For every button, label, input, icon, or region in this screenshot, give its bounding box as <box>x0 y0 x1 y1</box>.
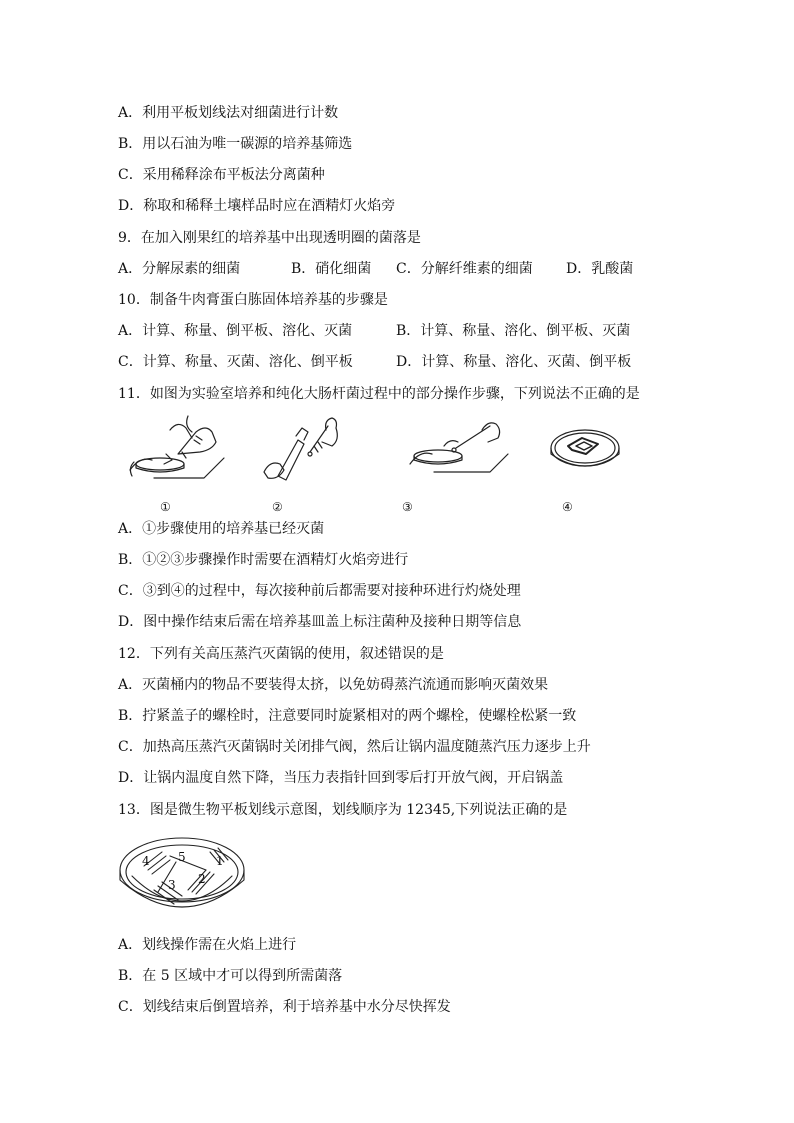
q9-option-c: C．分解纤维素的细菌 <box>396 261 533 277</box>
q11-figure-pouring-plate <box>126 410 226 488</box>
q12-option-b: B．拧紧盖子的螺栓时，注意要同时旋紧相对的两个螺栓，使螺栓松紧一致 <box>118 708 577 724</box>
q10-option-c: C．计算、称量、灭菌、溶化、倒平板 <box>118 354 353 370</box>
q12-option-a: A．灭菌桶内的物品不要装得太挤，以免妨碍蒸汽流通而影响灭菌效果 <box>118 677 549 693</box>
q13-figure-streak-plate <box>118 830 248 922</box>
q13-option-a: A．划线操作需在火焰上进行 <box>118 937 297 953</box>
q12-stem: 12．下列有关高压蒸汽灭菌锅的使用，叙述错误的是 <box>118 646 444 662</box>
q13-figure-number-4: 4 <box>142 854 150 868</box>
q11-figure-label-2: ② <box>272 500 283 514</box>
q11-option-c: C．③到④的过程中，每次接种前后都需要对接种环进行灼烧处理 <box>118 583 521 599</box>
q12-option-c: C．加热高压蒸汽灭菌锅时关闭排气阀，然后让锅内温度随蒸汽压力逐步上升 <box>118 739 591 755</box>
q11-option-d: D．图中操作结束后需在培养基皿盖上标注菌种及接种日期等信息 <box>118 614 522 630</box>
q9-option-a: A．分解尿素的细菌 <box>118 261 241 277</box>
q12-option-d: D．让锅内温度自然下降，当压力表指针回到零后打开放气阀，开启锅盖 <box>118 770 564 786</box>
q9-stem: 9．在加入刚果红的培养基中出现透明圈的菌落是 <box>118 230 421 246</box>
q10-option-b: B．计算、称量、溶化、倒平板、灭菌 <box>396 323 631 339</box>
q11-option-b: B．①②③步骤操作时需要在酒精灯火焰旁进行 <box>118 552 409 568</box>
q11-figure-label-4: ④ <box>562 500 573 514</box>
q11-figure-label-1: ① <box>160 500 171 514</box>
q13-figure-number-2: 2 <box>198 872 206 886</box>
q10-stem: 10．制备牛肉膏蛋白胨固体培养基的步骤是 <box>118 292 388 308</box>
q11-stem: 11．如图为实验室培养和纯化大肠杆菌过程中的部分操作步骤，下列说法不正确的是 <box>118 386 640 402</box>
q8-option-a: A．利用平板划线法对细菌进行计数 <box>118 105 339 121</box>
q11-figure-test-tube <box>258 412 344 484</box>
q13-option-c: C．划线结束后倒置培养，利于培养基中水分尽快挥发 <box>118 999 451 1015</box>
q11-figure-petri-dish <box>548 424 622 476</box>
q13-figure-number-1: 1 <box>216 854 224 868</box>
q13-figure-number-3: 3 <box>168 878 176 892</box>
q10-option-d: D．计算、称量、溶化、灭菌、倒平板 <box>396 354 632 370</box>
q11-figure-streaking-plate <box>404 414 512 486</box>
q9-option-d: D．乳酸菌 <box>566 261 634 277</box>
q10-option-a: A．计算、称量、倒平板、溶化、灭菌 <box>118 323 353 339</box>
q11-option-a: A．①步骤使用的培养基已经灭菌 <box>118 521 325 537</box>
q13-figure-number-5: 5 <box>178 850 186 864</box>
q9-option-b: B．硝化细菌 <box>291 261 372 277</box>
q13-option-b: B．在 5 区域中才可以得到所需菌落 <box>118 968 343 984</box>
q8-option-d: D．称取和稀释土壤样品时应在酒精灯火焰旁 <box>118 198 396 214</box>
q11-figure-label-3: ③ <box>402 500 413 514</box>
q13-stem: 13．图是微生物平板划线示意图，划线顺序为 12345,下列说法正确的是 <box>118 802 568 818</box>
q8-option-c: C．采用稀释涂布平板法分离菌种 <box>118 167 325 183</box>
q8-option-b: B．用以石油为唯一碳源的培养基筛选 <box>118 136 353 152</box>
